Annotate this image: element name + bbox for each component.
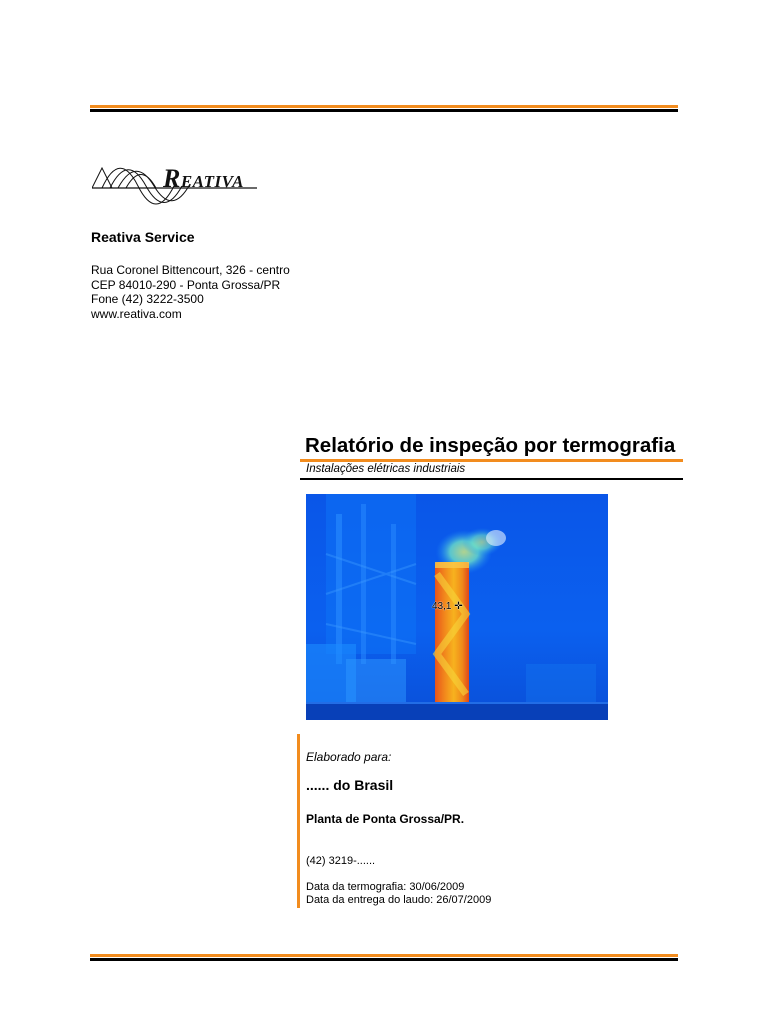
thermography-date: Data da termografia: 30/06/2009 [306, 881, 465, 893]
title-rule-orange [300, 459, 683, 462]
company-logo [92, 162, 262, 210]
prepared-for-label: Elaborado para: [306, 750, 392, 764]
plant-name: Planta de Ponta Grossa/PR. [306, 812, 465, 826]
report-title: Relatório de inspeção por termografia [305, 434, 676, 457]
header-rule [90, 105, 678, 112]
logo-rest: EATIVA [180, 172, 244, 191]
thermal-image [306, 494, 608, 720]
company-name: Reativa Service [91, 229, 195, 245]
company-address [91, 263, 290, 321]
company-website: www.reativa.com [91, 306, 182, 321]
footer-rule [90, 954, 678, 961]
address-line-1: Rua Coronel Bittencourt, 326 - centro [91, 263, 290, 277]
report-subtitle: Instalações elétricas industriais [306, 463, 466, 475]
client-name: ...... do Brasil [306, 777, 394, 793]
logo-initial: R [163, 164, 181, 193]
logo-wordmark [163, 164, 244, 194]
company-phone: Fone (42) 3222-3500 [91, 292, 204, 306]
info-accent-bar [297, 734, 300, 908]
address-line-2: CEP 84010-290 - Ponta Grossa/PR [91, 277, 281, 292]
title-rule-black [300, 478, 683, 480]
temperature-readout: 43,1 ✛ [432, 601, 463, 612]
delivery-date: Data da entrega do laudo: 26/07/2009 [306, 894, 492, 906]
client-phone: (42) 3219-...... [306, 855, 376, 867]
